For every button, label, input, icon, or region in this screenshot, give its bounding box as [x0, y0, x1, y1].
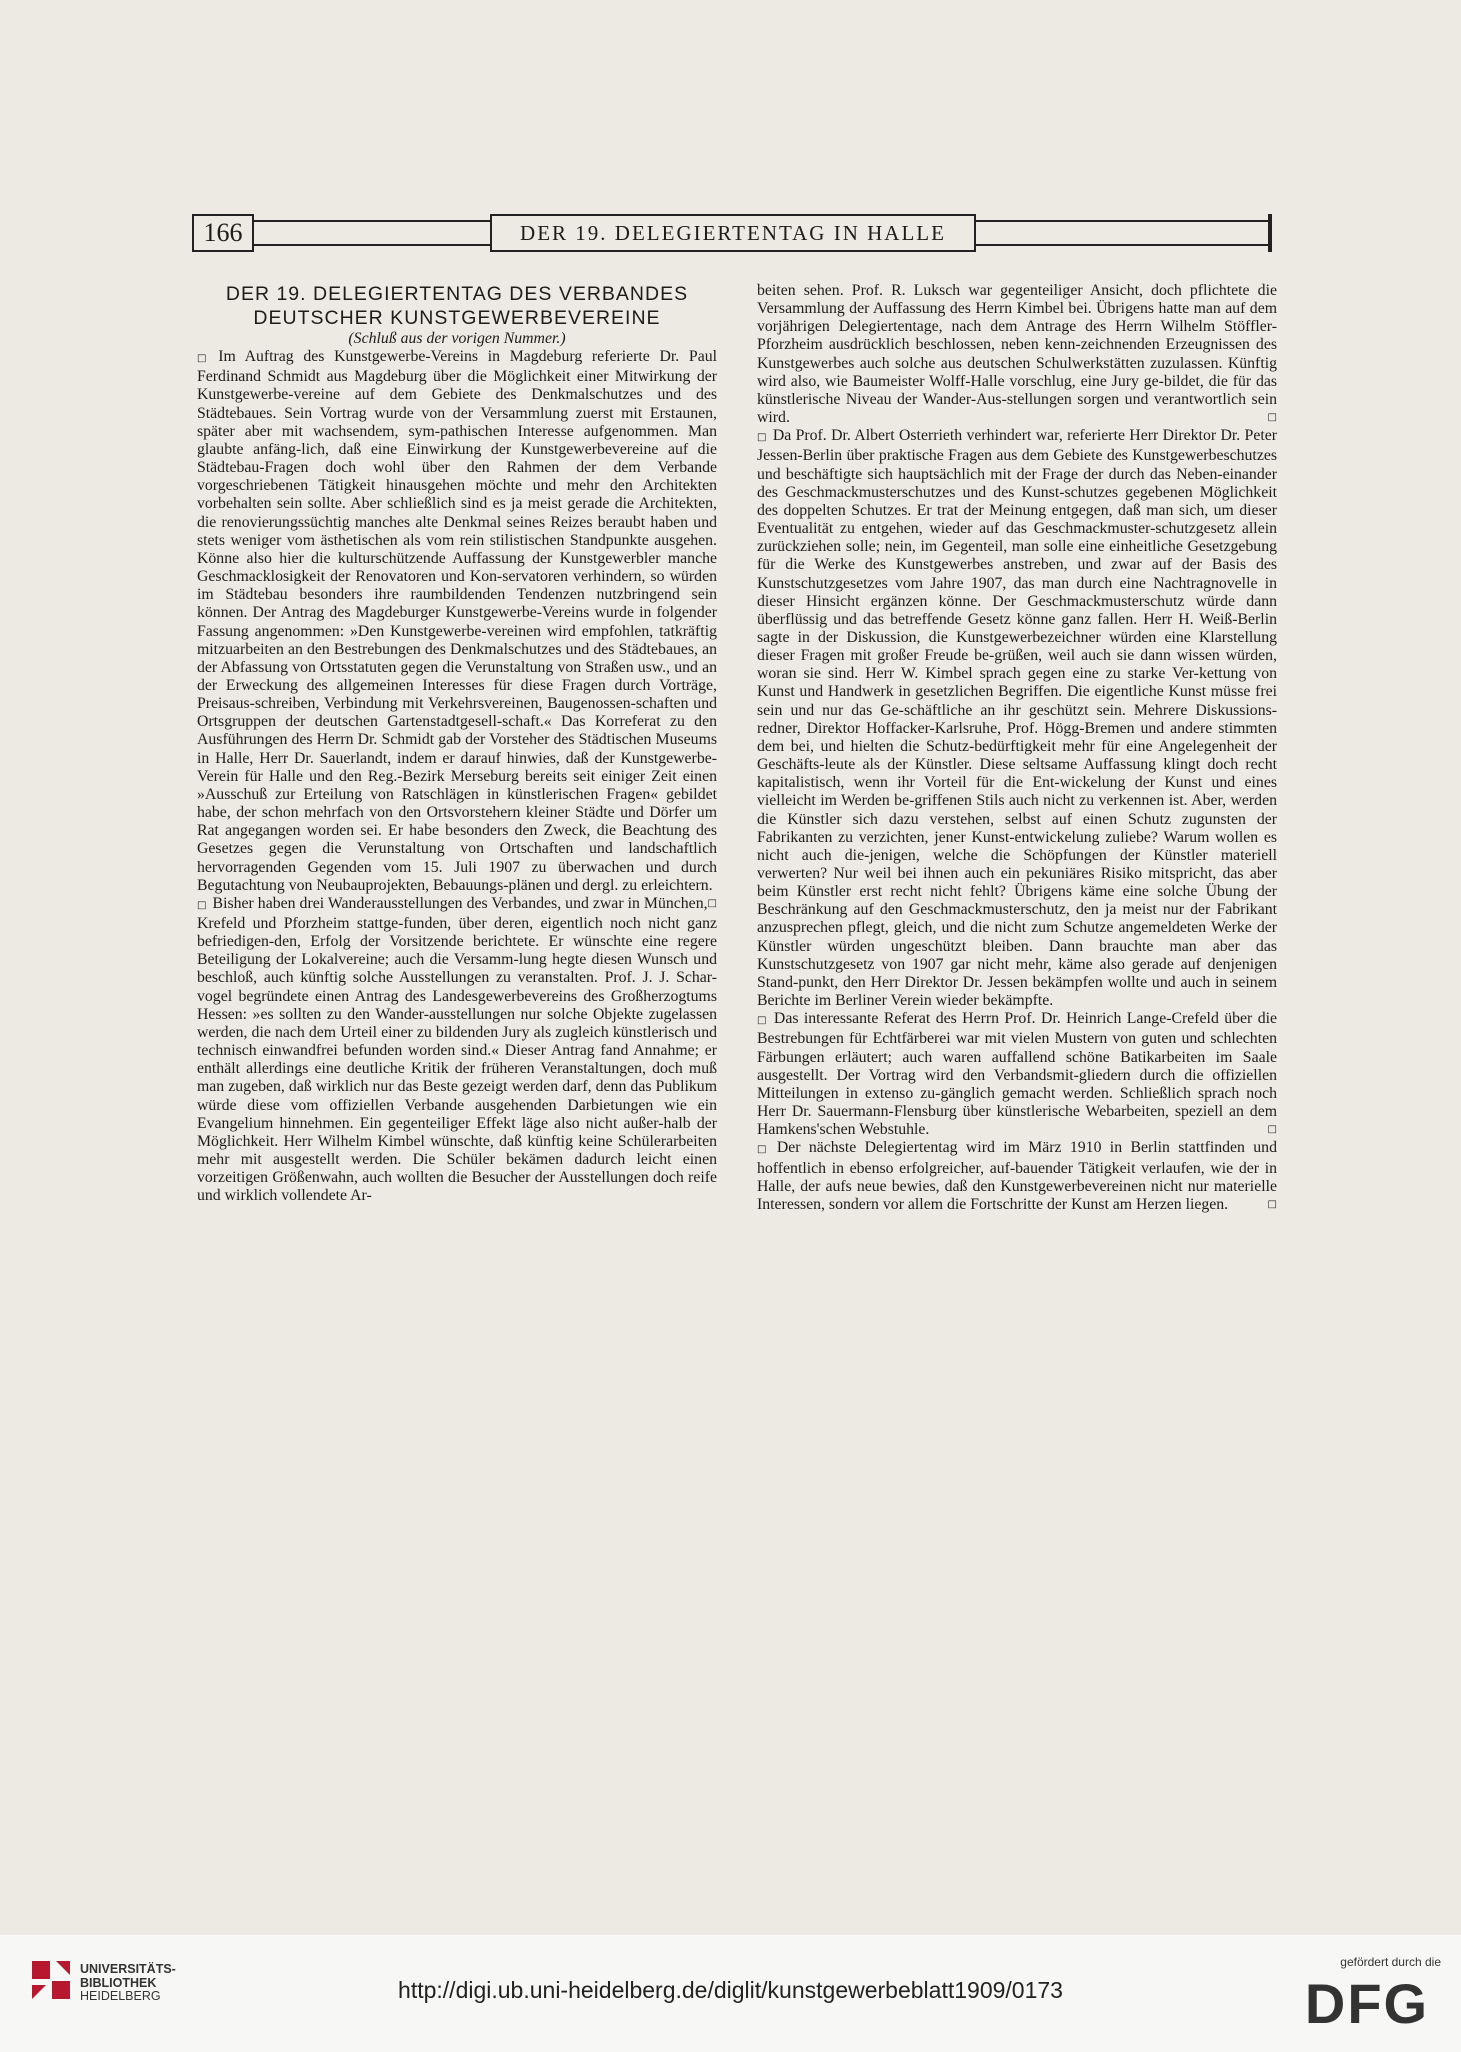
paragraph: [757, 282, 1277, 427]
article-title-line2: DEUTSCHER KUNSTGEWERBEVEREINE: [253, 307, 661, 329]
paragraph: [197, 348, 717, 909]
library-name-line2: BIBLIOTHEK: [80, 1975, 157, 1990]
right-column: [757, 282, 1277, 1214]
left-column: [197, 282, 717, 1206]
article-title-line1: DER 19. DELEGIERTENTAG DES VERBANDES: [225, 283, 689, 305]
paragraph-text: Da Prof. Dr. Albert Osterrieth verhindert war, referierte Herr Direktor Dr. Peter Jessen-Berlin über praktische Fragen aus dem Gebiete des Kunstgewerbeschutzes und beschäftigte sich hauptsächlich mit der Frage der durch das Neben-einander des Geschmackmusterschutzes und des Kunst-schutzes gegebenen Möglichkeit des doppelten Schutzes. Er trat der Meinung entgegen, daß man sich, um dieser Eventualität zu entgehen, wieder auf das Geschmackmuster-schutzgesetz allein zurückziehen solle; nein, im Gegenteil, man solle eine einheitliche Gesetzgebung für die Werke des Kunstgewerbes anstreben, und zwar auf der Basis des Kunstschutzgesetzes vom Jahre 1907, das man durch eine Nachtragnovelle in dieser Hinsicht ergänzen könne. Der Geschmackmusterschutz würde dann überflüssig und das betreffende Gesetz könne ganz fallen. Herr H. Weiß-Berlin sagte in der Diskussion, die Kunstgewerbezeichner würden eine Klarstellung dieser Fragen mit großer Freude be-grüßen, weil auch sie dann wissen würden, woran sie sind. Herr W. Kimbel sprach gegen eine zu starke Ver-kettung von Kunst und Handwerk in gesetzlichen Begriffen. Die eigentliche Kunst müsse frei sein und nur das Ge-schäftliche an ihr geschützt sein. Mehrere Diskussions-redner, Direktor Hoffacker-Karlsruhe, Prof. Högg-Bremen und andere stimmten dem bei, und hielten die Schutz-bedürftigkeit mehr für eine Angelegenheit der Geschäfts-leute als der Künstler. Diese seltsame Auffassung klingt doch recht kapitalistisch, wenn ihr Vorteil für die Ent-wickelung der Kunst und eines vielleicht im Werden be-griffenen Stils auch nicht zu verkennen ist. Aber, werden die Künstler sich dazu verstehen, selbst auf einen Schutz zugunsten der Fabrikanten zu verzichten, jener Kunst-entwickelung zuliebe? Warum wollen es nicht auch die-jenigen, welche die Schöpfungen der Künstler materiell verwerten? Nur weil bei ihnen auch ein pekuniäres Risiko mitspricht, das aber beim Künstler erst recht nicht fehlt? Übrigens käme eine solche Übung der Beschränkung auf den Geschmackmusterschutz, den ja meist nur der Fabrikant anzusprechen pflegt, gleich, und die nicht zum Schutze angemeldeten Werke der Künstler würden ungeschützt bleiben. Dann brauchte man aber das Kunstschutzgesetz von 1907 gar nicht mehr, käme also gerade auf denjenigen Stand-punkt, den Herr Direktor Dr. Jessen bekämpfen wollte und auch in seinem Berichte im Berliner Verein wieder bekämpfte.: [757, 427, 1277, 1010]
header-end-box: [1268, 214, 1272, 252]
page-number: 166: [192, 214, 254, 252]
paragraph-text: Im Auftrag des Kunstgewerbe-Vereins in Magdeburg referierte Dr. Paul Ferdinand Schmidt aus Magdeburg über die Möglichkeit einer Mitwirkung der Kunstgewerbe-vereine auf dem Gebiete des Denkmalschutzes und des Städtebaues. Sein Vortrag wurde von der Versammlung zuerst mit Erstaunen, später aber mit wachsendem, sym-pathischen Interesse aufgenommen. Man glaubte anfäng-lich, daß eine Einwirkung der Kunstgewerbevereine auf die Städtebau-Fragen doch wohl über den Rahmen der dem Verbande vorgeschriebenen Tätigkeit hinausgehen möchte und mehr den Architekten vorbehalten sein sollte. Aber schließlich sind es ja meist gerade die Architekten, die renovierungssüchtig manches alte Denkmal seines Reizes beraubt haben und stets weniger vom ästhetischen als vom rein stilistischen Standpunkte ausgehen. Könne also hier die kulturschützende Auffassung der Kunstgewerbler manche Geschmacklosigkeit der Renovatoren und Kon-servatoren verhindern, so würden im Städtebau besonders ihre raumbildenden Tendenzen nutzbringend sein können. Der Antrag des Magdeburger Kunstgewerbe-Vereins wurde in folgender Fassung angenommen: »Den Kunstgewerbe-vereinen wird empfohlen, tatkräftig mitzuarbeiten an den Bestrebungen des Denkmalschutzes und des Städtebaues, an der Abfassung von Ortsstatuten gegen die Verunstaltung von Straßen usw., und an der Erweckung des allgemeinen Interesses für diese Fragen durch Vorträge, Preisaus-schreiben, Verbindung mit Verkehrsvereinen, Baugenossen-schaften und Ortsgruppen der deutschen Gartenstadtgesell-schaft.« Das Korreferat zu den Ausführungen des Herrn Dr. Schmidt gab der Vorsteher des Städtischen Museums in Halle, Herr Dr. Sauerlandt, indem er darauf hinwies, daß der Kunstgewerbe-Verein für Halle und den Reg.-Bezirk Merseburg bereits seit einiger Zeit einen »Ausschuß zur Erteilung von Ratschlägen in künstlerischen Fragen« gebildet habe, der schon mehrfach von den Ortsvorstehern kleiner Städte und Dörfer um Rat angegangen worden sei. Er habe besonders den Zweck, die Beachtung des Gesetzes gegen die Verunstaltung von Ortschaften und landschaftlich hervorragenden Gegenden vom 15. Juli 1907 zu überwachen und durch Begutachtung von Neubauprojekten, Bebauungs-plänen und dergl. zu erleichtern.: [197, 348, 717, 894]
paragraph-end-mark: □: [1267, 412, 1277, 424]
paragraph-text: Bisher haben drei Wanderausstellungen des Verbandes, und zwar in München, Krefeld und Pforzheim stattge-funden, über deren, eigentlich noch nicht ganz befriedigen-den, Erfolg der Vorsitzende berichtete. Er wünschte eine regere Beteiligung der Lokalvereine; auch die Versamm-lung hegte diesen Wunsch und beschloß, auch künftig solche Ausstellungen zu veranstalten. Prof. J. J. Schar-vogel begründete einen Antrag des Landesgewerbevereins des Großherzogtums Hessen: »es sollten zu den Wander-ausstellungen nur solche Objekte zugelassen werden, die nach dem Urteil einer zu bildenden Jury als zugleich künstlerisch und technisch einwandfrei befunden worden sind.« Dieser Antrag fand Annahme; er enthält allerdings eine deutliche Kritik der früheren Veranstaltungen, doch muß man zugeben, daß wirklich nur das Beste gezeigt werden darf, denn das Publikum würde diese vom offiziellen Verbande ausgehenden Darbietungen wie ein Evangelium hinnehmen. Ein gegenteiliger Effekt läge also nicht außer-halb der Möglichkeit. Herr Wilhelm Kimbel wünschte, daß künftig keine Schülerarbeiten mehr mit ausgestellt werden. Die Schüler bekämen dadurch leicht einen vorzeitigen Größenwahn, auch wollten die Besucher der Ausstellungen doch reife und wirklich vollendete Ar-: [197, 894, 717, 1205]
library-name-line3: HEIDELBERG: [80, 1989, 161, 2003]
paragraph: [757, 1010, 1277, 1139]
dfg-logo-icon: [1293, 1975, 1441, 2027]
paragraph-text: beiten sehen. Prof. R. Luksch war gegenteiliger Ansicht, doch pflichtete die Versammlung der Auffassung des Herrn Kimbel bei. Übrigens hatte man auf dem vorjährigen Delegiertentage, nach dem Antrage des Herrn Wilhelm Stöffler-Pforzheim ausdrücklich beschlossen, neben kenn-zeichnenden Erzeugnissen des Kunstgewerbes auch solche aus deutschen Schulwerkstätten zuzulassen. Künftig wird also, wie Baumeister Wolff-Halle vorschlug, eine Jury ge-bildet, die für das künstlerische Niveau der Wander-Aus-stellungen sorgen und verantwortlich sein wird.: [757, 282, 1277, 427]
paragraph: [757, 427, 1277, 1010]
paragraph: [197, 895, 717, 1206]
paragraph-end-mark: □: [1267, 1198, 1277, 1210]
source-url-link[interactable]: http://digi.ub.uni-heidelberg.de/diglit/kunstgewerbeblatt1909/0173: [398, 1977, 1063, 2003]
paragraph-end-mark: □: [707, 897, 717, 909]
paragraph-mark: □: [757, 1144, 771, 1156]
running-title: DER 19. DELEGIERTENTAG IN HALLE: [490, 214, 976, 252]
funded-by-label: gefördert durch die: [1340, 1955, 1441, 1969]
paragraph-mark: □: [197, 899, 207, 911]
dfg-logo-text: DFG: [1304, 1975, 1430, 2027]
running-header: [192, 214, 1272, 252]
paragraph: [757, 1139, 1277, 1214]
paragraph-mark: □: [757, 1015, 768, 1027]
paragraph-mark: □: [757, 432, 767, 444]
article-subtitle: (Schluß aus der vorigen Nummer.): [348, 330, 566, 347]
paragraph-text: Der nächste Delegiertentag wird im März 1910 in Berlin stattfinden und hoffentlich in ebenso erfolgreicher, auf-bauender Tätigkeit verlaufen, wie der in Halle, der aufs neue bewies, daß den Kunstgewerbevereinen nicht nur materielle Interessen, sondern vor allem die Fortschritte der Kunst am Herzen liegen.: [757, 1139, 1277, 1213]
paragraph-text: Das interessante Referat des Herrn Prof. Dr. Heinrich Lange-Crefeld über die Bestrebungen für Echtfärberei war mit vielen Mustern von guten und schlechten Färbungen erläutert; auch waren auffallend schöne Batikarbeiten im Saale ausgestellt. Der Vortrag wird den Verbandsmit-gliedern durch die offiziellen Mitteilungen in extenso zu-gänglich gemacht werden. Schließlich sprach noch Herr Dr. Sauermann-Flensburg über künstlerische Webarbeiten, speziell an dem Hamkens'schen Webstuhle.: [757, 1010, 1277, 1139]
paragraph-mark: □: [197, 353, 213, 365]
digitization-footer: [0, 1935, 1461, 2052]
paragraph-end-mark: □: [1267, 1124, 1277, 1136]
library-name-line1: UNIVERSITÄTS-: [80, 1962, 176, 1976]
